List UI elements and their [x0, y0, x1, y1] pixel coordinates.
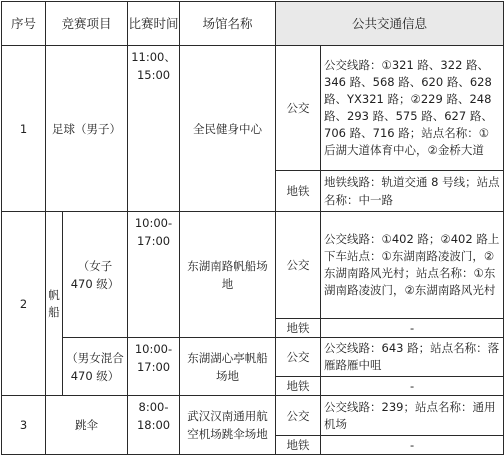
header-transport: 公共交通信息 — [276, 2, 504, 46]
bus-info: 公交线路：①321 路、322 路、346 路、568 路、620 路、628 路、YX321 路；②229 路、248 路、293 路、575 路、627 路、706 路、716 路；站点名称：①后湖大道体育中心，②金桥大道 — [321, 46, 504, 171]
metro-info: - — [321, 377, 504, 396]
metro-label: 地铁 — [276, 436, 321, 455]
table-row — [2, 396, 504, 436]
sub-event-name: （男女混合 470 级） — [63, 338, 128, 396]
header-event: 竞赛项目 — [46, 2, 128, 46]
metro-label: 地铁 — [276, 319, 321, 338]
table-row — [2, 212, 504, 319]
bus-info: 公交线路：239；站点名称：通用机场 — [321, 396, 504, 436]
header-time: 比赛时间 — [128, 2, 180, 46]
event-name — [46, 212, 63, 396]
event-name-text: 帆船 — [48, 287, 60, 319]
event-name: 跳伞 — [46, 396, 128, 455]
bus-info: 公交线路：①402 路；②402 路上下车站点：①东湖南路凌波门，②东湖南路风光村；站点名称：①东湖南路凌波门，②东湖南路风光村 — [321, 212, 504, 319]
venue-name: 东湖湖心亭帆船场地 — [180, 338, 276, 396]
match-time: 10:00-17:00 — [128, 212, 180, 338]
venue-name: 东湖南路帆船场地 — [180, 212, 276, 338]
table-row — [2, 338, 504, 377]
header-venue: 场馆名称 — [180, 2, 276, 46]
bus-info: 公交线路：643 路；站点名称：落雁路雁中咀 — [321, 338, 504, 377]
header-row — [2, 2, 504, 46]
row-number: 3 — [2, 396, 46, 455]
metro-info: 地铁线路：轨道交通 8 号线；站点名称：中一路 — [321, 171, 504, 212]
row-number: 2 — [2, 212, 46, 396]
bus-label: 公交 — [276, 396, 321, 436]
metro-label: 地铁 — [276, 377, 321, 396]
bus-label: 公交 — [276, 46, 321, 171]
table-row — [2, 46, 504, 171]
row-number: 1 — [2, 46, 46, 212]
match-time: 10:00-17:00 — [128, 338, 180, 396]
metro-info: - — [321, 436, 504, 455]
match-time: 11:00、15:00 — [128, 46, 180, 212]
metro-label: 地铁 — [276, 171, 321, 212]
sub-event-name: （女子 470 级） — [63, 212, 128, 338]
metro-info: - — [321, 319, 504, 338]
bus-label: 公交 — [276, 212, 321, 319]
header-no: 序号 — [2, 2, 46, 46]
bus-label: 公交 — [276, 338, 321, 377]
venue-name: 武汉汉南通用航空机场跳伞场地 — [180, 396, 276, 455]
match-time: 8:00-18:00 — [128, 396, 180, 455]
venue-name: 全民健身中心 — [180, 46, 276, 212]
event-transport-table — [1, 1, 504, 455]
event-name: 足球（男子） — [46, 46, 128, 212]
